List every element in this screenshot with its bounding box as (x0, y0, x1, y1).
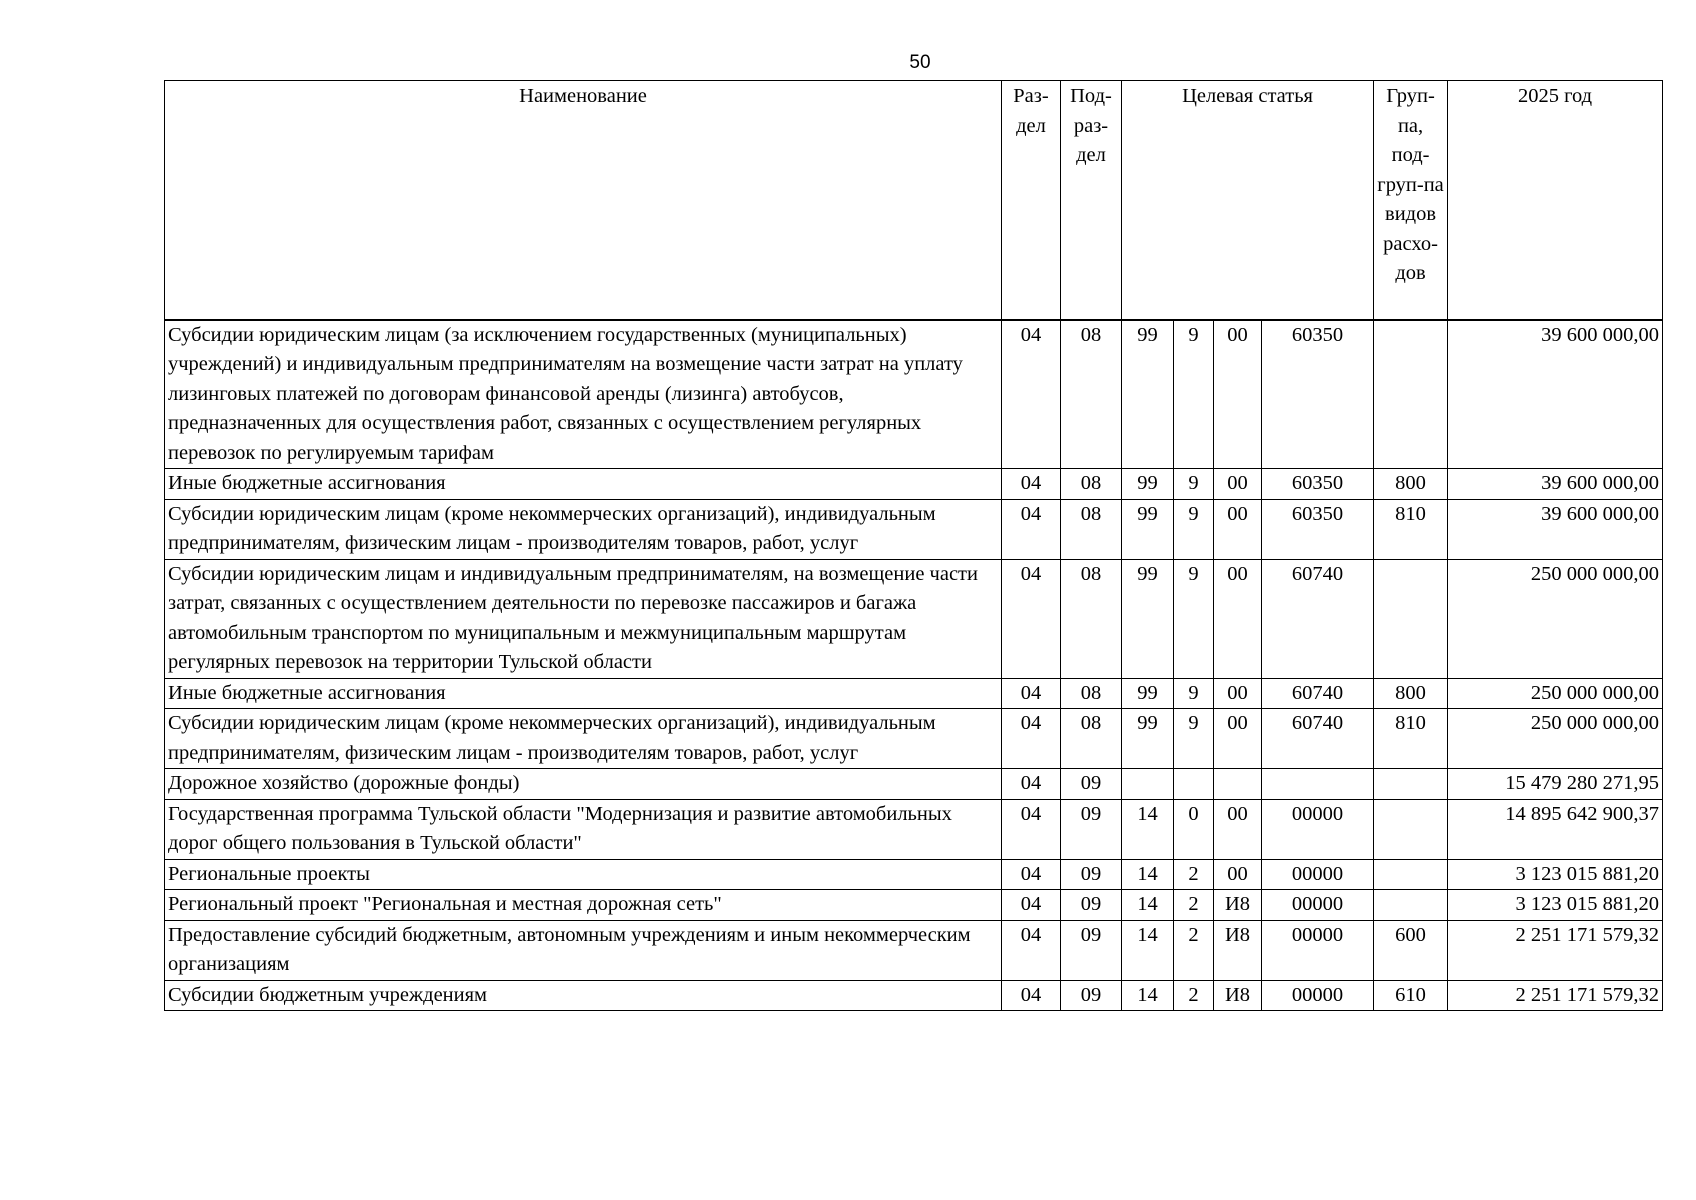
cell-name: Субсидии юридическим лицам (кроме некоммерческих организаций), индивидуальным предпринимателям, физическим лицам - производителям товаров, работ, услуг (165, 709, 1002, 769)
budget-table (164, 80, 1663, 1011)
cell-podrazdel: 09 (1061, 980, 1122, 1011)
cell-target-event: 00 (1214, 559, 1262, 678)
header-target: Целевая статья (1122, 81, 1374, 320)
cell-target-direction: 00000 (1262, 920, 1374, 980)
cell-target-program: 99 (1122, 709, 1174, 769)
cell-amount: 39 600 000,00 (1448, 320, 1663, 469)
cell-target-subprogram: 2 (1174, 859, 1214, 890)
cell-podrazdel: 09 (1061, 859, 1122, 890)
cell-name: Субсидии юридическим лицам и индивидуальным предпринимателям, на возмещение части затрат, связанных с осуществлением деятельности по перевозке пассажиров и багажа автомобильным транспортом по муниципальным и межмуниципальным маршрутам регулярных перевозок на территории Тульской области (165, 559, 1002, 678)
cell-target-subprogram (1174, 769, 1214, 800)
table-row (165, 769, 1663, 800)
cell-razdel: 04 (1002, 469, 1061, 500)
cell-target-program: 99 (1122, 499, 1174, 559)
cell-target-program: 14 (1122, 980, 1174, 1011)
cell-target-subprogram: 2 (1174, 920, 1214, 980)
cell-target-program: 14 (1122, 859, 1174, 890)
header-podrazdel: Под-раз-дел (1061, 81, 1122, 320)
cell-target-direction: 00000 (1262, 799, 1374, 859)
cell-target-direction: 60350 (1262, 320, 1374, 469)
cell-target-event: 00 (1214, 499, 1262, 559)
cell-target-event: 00 (1214, 799, 1262, 859)
cell-target-subprogram: 0 (1174, 799, 1214, 859)
cell-razdel: 04 (1002, 769, 1061, 800)
cell-podrazdel: 08 (1061, 678, 1122, 709)
cell-target-direction (1262, 769, 1374, 800)
cell-podrazdel: 09 (1061, 769, 1122, 800)
cell-expense-group: 600 (1374, 920, 1448, 980)
cell-razdel: 04 (1002, 678, 1061, 709)
cell-podrazdel: 08 (1061, 469, 1122, 500)
header-name: Наименование (165, 81, 1002, 320)
table-row (165, 499, 1663, 559)
cell-name: Субсидии бюджетным учреждениям (165, 980, 1002, 1011)
cell-amount: 39 600 000,00 (1448, 469, 1663, 500)
cell-target-event: 00 (1214, 859, 1262, 890)
cell-target-subprogram: 2 (1174, 890, 1214, 921)
cell-expense-group: 810 (1374, 499, 1448, 559)
cell-podrazdel: 08 (1061, 559, 1122, 678)
cell-target-event (1214, 769, 1262, 800)
cell-expense-group: 810 (1374, 709, 1448, 769)
table-row (165, 920, 1663, 980)
cell-expense-group: 800 (1374, 469, 1448, 500)
cell-podrazdel: 09 (1061, 890, 1122, 921)
cell-target-direction: 60740 (1262, 559, 1374, 678)
table-row (165, 709, 1663, 769)
cell-amount: 250 000 000,00 (1448, 678, 1663, 709)
cell-razdel: 04 (1002, 799, 1061, 859)
cell-name: Иные бюджетные ассигнования (165, 678, 1002, 709)
cell-target-program: 14 (1122, 890, 1174, 921)
cell-target-event: 00 (1214, 709, 1262, 769)
cell-target-direction: 60740 (1262, 709, 1374, 769)
table-row (165, 890, 1663, 921)
cell-name: Предоставление субсидий бюджетным, автономным учреждениям и иным некоммерческим организациям (165, 920, 1002, 980)
cell-target-program: 99 (1122, 559, 1174, 678)
cell-target-subprogram: 9 (1174, 559, 1214, 678)
cell-target-event: И8 (1214, 920, 1262, 980)
table-row (165, 559, 1663, 678)
cell-target-event: 00 (1214, 469, 1262, 500)
table-row (165, 859, 1663, 890)
cell-name: Государственная программа Тульской области "Модернизация и развитие автомобильных дорог общего пользования в Тульской области" (165, 799, 1002, 859)
cell-expense-group (1374, 859, 1448, 890)
page-number: 50 (909, 52, 931, 73)
table-row (165, 980, 1663, 1011)
cell-expense-group (1374, 799, 1448, 859)
cell-expense-group: 800 (1374, 678, 1448, 709)
header-razdel: Раз-дел (1002, 81, 1061, 320)
cell-target-program: 99 (1122, 469, 1174, 500)
cell-podrazdel: 08 (1061, 499, 1122, 559)
cell-razdel: 04 (1002, 890, 1061, 921)
cell-expense-group (1374, 769, 1448, 800)
cell-amount: 3 123 015 881,20 (1448, 859, 1663, 890)
cell-target-event: 00 (1214, 320, 1262, 469)
cell-target-subprogram: 9 (1174, 320, 1214, 469)
cell-razdel: 04 (1002, 559, 1061, 678)
cell-name: Дорожное хозяйство (дорожные фонды) (165, 769, 1002, 800)
table-body (165, 320, 1663, 1011)
cell-target-program: 14 (1122, 920, 1174, 980)
cell-amount: 2 251 171 579,32 (1448, 920, 1663, 980)
cell-podrazdel: 09 (1061, 920, 1122, 980)
cell-name: Иные бюджетные ассигнования (165, 469, 1002, 500)
table-header-row (165, 81, 1663, 320)
cell-target-subprogram: 9 (1174, 469, 1214, 500)
cell-target-subprogram: 9 (1174, 499, 1214, 559)
cell-target-subprogram: 2 (1174, 980, 1214, 1011)
cell-razdel: 04 (1002, 499, 1061, 559)
cell-amount: 2 251 171 579,32 (1448, 980, 1663, 1011)
cell-target-direction: 00000 (1262, 859, 1374, 890)
cell-razdel: 04 (1002, 920, 1061, 980)
cell-expense-group (1374, 320, 1448, 469)
cell-expense-group: 610 (1374, 980, 1448, 1011)
cell-name: Субсидии юридическим лицам (за исключением государственных (муниципальных) учреждений) и индивидуальным предпринимателям на возмещение части затрат на уплату лизинговых платежей по договорам финансовой аренды (лизинга) автобусов, предназначенных для осуществления работ, связанных с осуществлением регулярных перевозок по регулируемым тарифам (165, 320, 1002, 469)
table-row (165, 469, 1663, 500)
cell-expense-group (1374, 559, 1448, 678)
cell-amount: 250 000 000,00 (1448, 709, 1663, 769)
cell-target-event: И8 (1214, 890, 1262, 921)
cell-target-program: 99 (1122, 678, 1174, 709)
table-row (165, 320, 1663, 469)
table-row (165, 799, 1663, 859)
cell-amount: 250 000 000,00 (1448, 559, 1663, 678)
cell-podrazdel: 09 (1061, 799, 1122, 859)
cell-expense-group (1374, 890, 1448, 921)
cell-amount: 39 600 000,00 (1448, 499, 1663, 559)
cell-target-program (1122, 769, 1174, 800)
cell-target-direction: 60350 (1262, 469, 1374, 500)
cell-target-program: 14 (1122, 799, 1174, 859)
cell-razdel: 04 (1002, 859, 1061, 890)
cell-target-subprogram: 9 (1174, 709, 1214, 769)
cell-amount: 3 123 015 881,20 (1448, 890, 1663, 921)
header-group: Груп-па, под-груп-па видов расхо-дов (1374, 81, 1448, 320)
cell-target-program: 99 (1122, 320, 1174, 469)
cell-target-event: 00 (1214, 678, 1262, 709)
cell-target-event: И8 (1214, 980, 1262, 1011)
cell-target-direction: 00000 (1262, 980, 1374, 1011)
table-row (165, 678, 1663, 709)
cell-razdel: 04 (1002, 320, 1061, 469)
cell-name: Региональные проекты (165, 859, 1002, 890)
cell-razdel: 04 (1002, 709, 1061, 769)
cell-podrazdel: 08 (1061, 709, 1122, 769)
cell-target-direction: 60740 (1262, 678, 1374, 709)
cell-razdel: 04 (1002, 980, 1061, 1011)
header-year: 2025 год (1448, 81, 1663, 320)
cell-podrazdel: 08 (1061, 320, 1122, 469)
cell-name: Субсидии юридическим лицам (кроме некоммерческих организаций), индивидуальным предпринимателям, физическим лицам - производителям товаров, работ, услуг (165, 499, 1002, 559)
cell-target-direction: 00000 (1262, 890, 1374, 921)
cell-name: Региональный проект "Региональная и местная дорожная сеть" (165, 890, 1002, 921)
cell-amount: 14 895 642 900,37 (1448, 799, 1663, 859)
cell-target-subprogram: 9 (1174, 678, 1214, 709)
cell-target-direction: 60350 (1262, 499, 1374, 559)
cell-amount: 15 479 280 271,95 (1448, 769, 1663, 800)
